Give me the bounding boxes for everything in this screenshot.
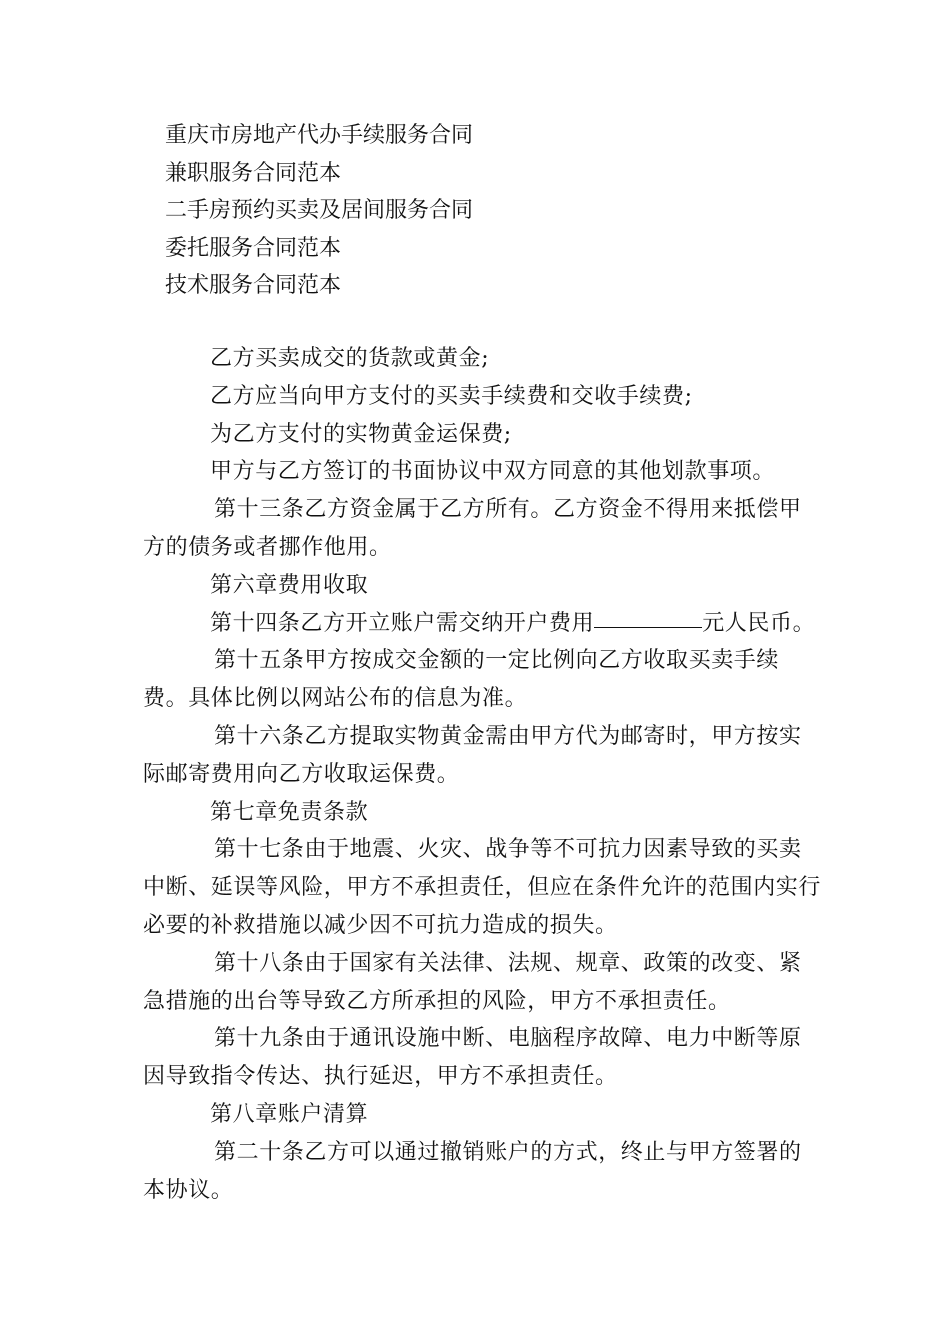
related-link[interactable]: 兼职服务合同范本: [165, 160, 342, 186]
article-14: [143, 605, 823, 643]
article-13: 第十三条乙方资金属于乙方所有。乙方资金不得用来抵偿甲方的债务或者挪作他用。: [143, 497, 802, 560]
related-link[interactable]: 委托服务合同范本: [165, 235, 342, 261]
article-18: 第十八条由于国家有关法律、法规、规章、政策的改变、紧急措施的出台等导致乙方所承担的风险，甲方不承担责任。: [143, 950, 802, 1014]
chapter-7-heading: 第七章免责条款: [210, 799, 369, 825]
list-item: 为乙方支付的实物黄金运保费;: [210, 421, 512, 447]
article-17: 第十七条由于地震、火灾、战争等不可抗力因素导致的买卖中断、延误等风险，甲方不承担责任，但应在条件允许的范围内实行必要的补救措施以减少因不可抗力造成的损失。: [143, 837, 822, 938]
article-20: 第二十条乙方可以通过撤销账户的方式，终止与甲方签署的本协议。: [143, 1139, 802, 1203]
chapter-6-heading: 第六章费用收取: [210, 572, 369, 598]
related-link[interactable]: 重庆市房地产代办手续服务合同: [165, 123, 474, 148]
list-item: 甲方与乙方签订的书面协议中双方同意的其他划款事项。: [210, 459, 776, 485]
contract-body: [143, 340, 823, 1209]
related-links: [165, 117, 473, 305]
article-16: 第十六条乙方提取实物黄金需由甲方代为邮寄时，甲方按实际邮寄费用向乙方收取运保费。: [143, 723, 802, 787]
chapter-8-heading: 第八章账户清算: [210, 1101, 369, 1127]
article-14-unit: 元人民币。: [702, 610, 816, 636]
fill-blank: [594, 626, 702, 628]
article-14-text: 第十四条乙方开立账户需交纳开户费用: [210, 610, 595, 636]
related-link[interactable]: 技术服务合同范本: [165, 273, 342, 298]
list-item: 乙方买卖成交的货款或黄金;: [210, 346, 490, 371]
related-link[interactable]: 二手房预约买卖及居间服务合同: [165, 198, 474, 223]
list-item: 乙方应当向甲方支付的买卖手续费和交收手续费;: [210, 383, 693, 409]
article-15: 第十五条甲方按成交金额的一定比例向乙方收取买卖手续费。具体比例以网站公布的信息为准。: [143, 648, 780, 712]
article-19: 第十九条由于通讯设施中断、电脑程序故障、电力中断等原因导致指令传达、执行延迟，甲方不承担责任。: [143, 1026, 802, 1090]
